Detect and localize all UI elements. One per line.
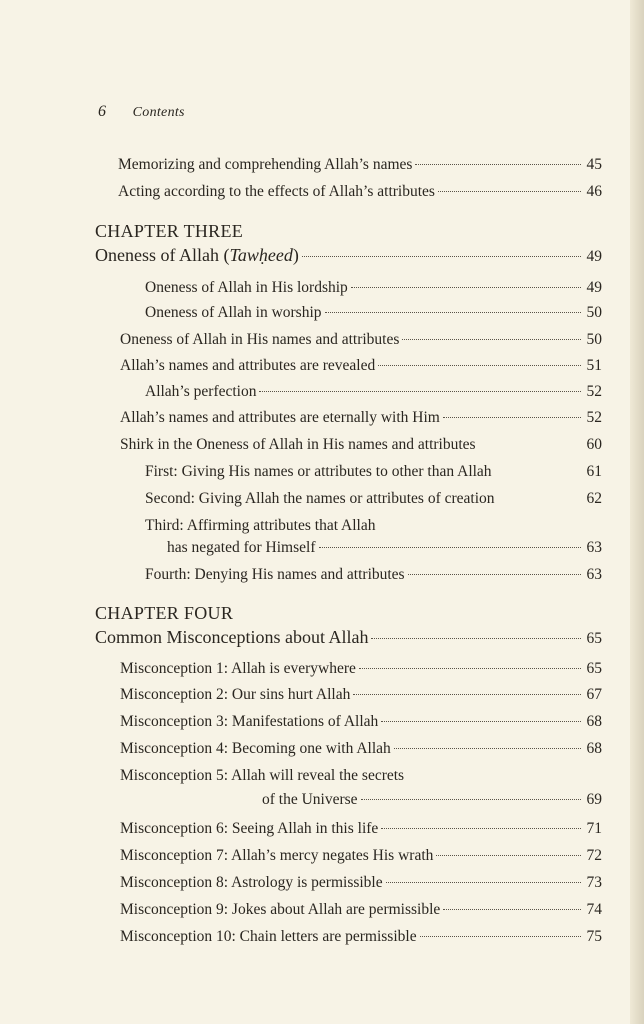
toc-entry-page: 50 xyxy=(586,304,602,321)
toc-entry-page: 52 xyxy=(586,409,602,426)
leader-dots xyxy=(394,747,581,749)
leader-dots xyxy=(438,190,581,192)
toc-entry-text: Second: Giving Allah the names or attributes of creation xyxy=(145,490,495,507)
page-edge xyxy=(630,0,644,1024)
toc-entry[interactable] xyxy=(120,928,602,946)
toc-entry-text-line1[interactable]: Misconception 5: Allah will reveal the secrets xyxy=(120,767,405,784)
toc-entry-page: 60 xyxy=(586,436,602,453)
toc-entry-text: has negated for Himself xyxy=(167,539,316,556)
toc-entry-text: Oneness of Allah in worship xyxy=(145,304,322,321)
toc-entry-page: 68 xyxy=(586,713,602,730)
toc-entry-page: 69 xyxy=(586,791,602,808)
toc-entry-text: Oneness of Allah in His names and attributes xyxy=(120,331,400,348)
toc-entry[interactable] xyxy=(145,383,602,401)
chapter-label: CHAPTER THREE xyxy=(95,221,244,241)
leader-dots xyxy=(443,416,581,418)
toc-entry[interactable] xyxy=(145,304,602,322)
toc-entry[interactable] xyxy=(145,566,602,584)
leader-dots xyxy=(381,827,581,829)
toc-entry[interactable] xyxy=(120,874,602,892)
toc-entry[interactable] xyxy=(120,740,602,758)
toc-entry[interactable] xyxy=(262,791,602,809)
toc-entry-page: 65 xyxy=(586,660,602,677)
toc-entry-page: 62 xyxy=(586,490,602,507)
chapter-title-suffix: ) xyxy=(292,245,299,265)
toc-entry-page: 49 xyxy=(586,248,602,265)
toc-entry-text: Misconception 10: Chain letters are permissible xyxy=(120,928,417,945)
toc-entry-text: First: Giving His names or attributes to other than Allah xyxy=(145,463,492,480)
toc-entry[interactable] xyxy=(120,409,602,427)
leader-dots xyxy=(359,667,581,669)
toc-entry-text: Misconception 3: Manifestations of Allah xyxy=(120,713,379,730)
toc-entry-text: Allah’s names and attributes are eternally with Him xyxy=(120,409,440,426)
leader-dots xyxy=(402,338,581,340)
toc-entry[interactable] xyxy=(120,820,602,838)
toc-entry[interactable] xyxy=(145,463,602,481)
leader-dots xyxy=(436,854,581,856)
toc-entry-page: 73 xyxy=(586,874,602,891)
toc-entry[interactable] xyxy=(118,156,602,174)
toc-entry[interactable] xyxy=(120,901,602,919)
toc-entry-page: 46 xyxy=(586,183,602,200)
toc-entry-page: 50 xyxy=(586,331,602,348)
leader-dots xyxy=(325,311,581,313)
leader-dots xyxy=(371,637,581,639)
toc-entry-text: Acting according to the effects of Allah’s attributes xyxy=(118,183,435,200)
chapter-title-entry[interactable] xyxy=(95,627,602,648)
toc-entry[interactable] xyxy=(120,436,602,454)
toc-entry-page: 61 xyxy=(586,463,602,480)
toc-entry-text: Misconception 2: Our sins hurt Allah xyxy=(120,686,351,703)
toc-entry-page: 74 xyxy=(586,901,602,918)
toc-entry-page: 45 xyxy=(586,156,602,173)
leader-dots xyxy=(361,798,581,800)
leader-dots xyxy=(479,444,581,445)
running-title: Contents xyxy=(132,105,185,120)
leader-dots xyxy=(415,163,581,165)
toc-entry-text: Fourth: Denying His names and attributes xyxy=(145,566,405,583)
toc-entry[interactable] xyxy=(145,279,602,297)
toc-entry-page: 75 xyxy=(586,928,602,945)
toc-entry-page: 72 xyxy=(586,847,602,864)
leader-dots xyxy=(319,546,582,548)
leader-dots xyxy=(381,720,581,722)
leader-dots xyxy=(498,498,581,499)
toc-entry-text: of the Universe xyxy=(262,791,358,808)
running-header xyxy=(98,103,185,121)
leader-dots xyxy=(351,286,581,288)
toc-entry[interactable] xyxy=(120,847,602,865)
toc-entry-text: Oneness of Allah in His lordship xyxy=(145,279,348,296)
toc-entry-page: 63 xyxy=(586,566,602,583)
toc-entry[interactable] xyxy=(120,713,602,731)
toc-entry[interactable] xyxy=(120,660,602,678)
leader-dots xyxy=(259,390,581,392)
toc-entry-text: Misconception 8: Astrology is permissible xyxy=(120,874,383,891)
toc-entry-page: 65 xyxy=(586,630,602,647)
toc-entry-page: 71 xyxy=(586,820,602,837)
chapter-title-prefix: Oneness of Allah ( xyxy=(95,245,230,265)
chapter-title-entry[interactable] xyxy=(95,245,602,266)
leader-dots xyxy=(408,573,581,575)
chapter-label: CHAPTER FOUR xyxy=(95,603,234,623)
toc-entry[interactable] xyxy=(167,539,602,557)
toc-entry-text-line1[interactable]: Third: Affirming attributes that Allah xyxy=(145,517,376,534)
toc-entry-text: Memorizing and comprehending Allah’s names xyxy=(118,156,413,173)
leader-dots xyxy=(353,693,581,695)
toc-entry-text: Misconception 4: Becoming one with Allah xyxy=(120,740,391,757)
leader-dots xyxy=(443,908,581,910)
leader-dots xyxy=(386,881,581,883)
leader-dots xyxy=(420,935,581,937)
toc-entry-page: 51 xyxy=(586,357,602,374)
toc-entry-page: 67 xyxy=(586,686,602,703)
leader-dots xyxy=(302,255,581,257)
toc-entry-text: Misconception 1: Allah is everywhere xyxy=(120,660,356,677)
toc-entry-text: Misconception 9: Jokes about Allah are permissible xyxy=(120,901,441,918)
toc-entry[interactable] xyxy=(120,357,602,375)
chapter-title xyxy=(95,245,299,266)
toc-entry[interactable] xyxy=(120,686,602,704)
toc-entry-page: 49 xyxy=(586,279,602,296)
leader-dots xyxy=(378,364,581,366)
toc-entry-page: 52 xyxy=(586,383,602,400)
page-number: 6 xyxy=(98,103,107,120)
toc-entry-text: Misconception 7: Allah’s mercy negates His wrath xyxy=(120,847,434,864)
chapter-title-italic: Tawḥeed xyxy=(229,245,293,265)
toc-entry-text: Allah’s names and attributes are revealed xyxy=(120,357,376,374)
toc-entry[interactable] xyxy=(118,183,602,201)
toc-entry-page: 63 xyxy=(586,539,602,556)
chapter-title: Common Misconceptions about Allah xyxy=(95,627,369,647)
leader-dots xyxy=(495,471,581,472)
toc-entry-text: Shirk in the Oneness of Allah in His names and attributes xyxy=(120,436,476,453)
toc-entry-page: 68 xyxy=(586,740,602,757)
toc-entry[interactable] xyxy=(120,331,602,349)
toc-entry[interactable] xyxy=(145,490,602,508)
toc-entry-text: Allah’s perfection xyxy=(145,383,257,400)
toc-entry-text: Misconception 6: Seeing Allah in this life xyxy=(120,820,379,837)
